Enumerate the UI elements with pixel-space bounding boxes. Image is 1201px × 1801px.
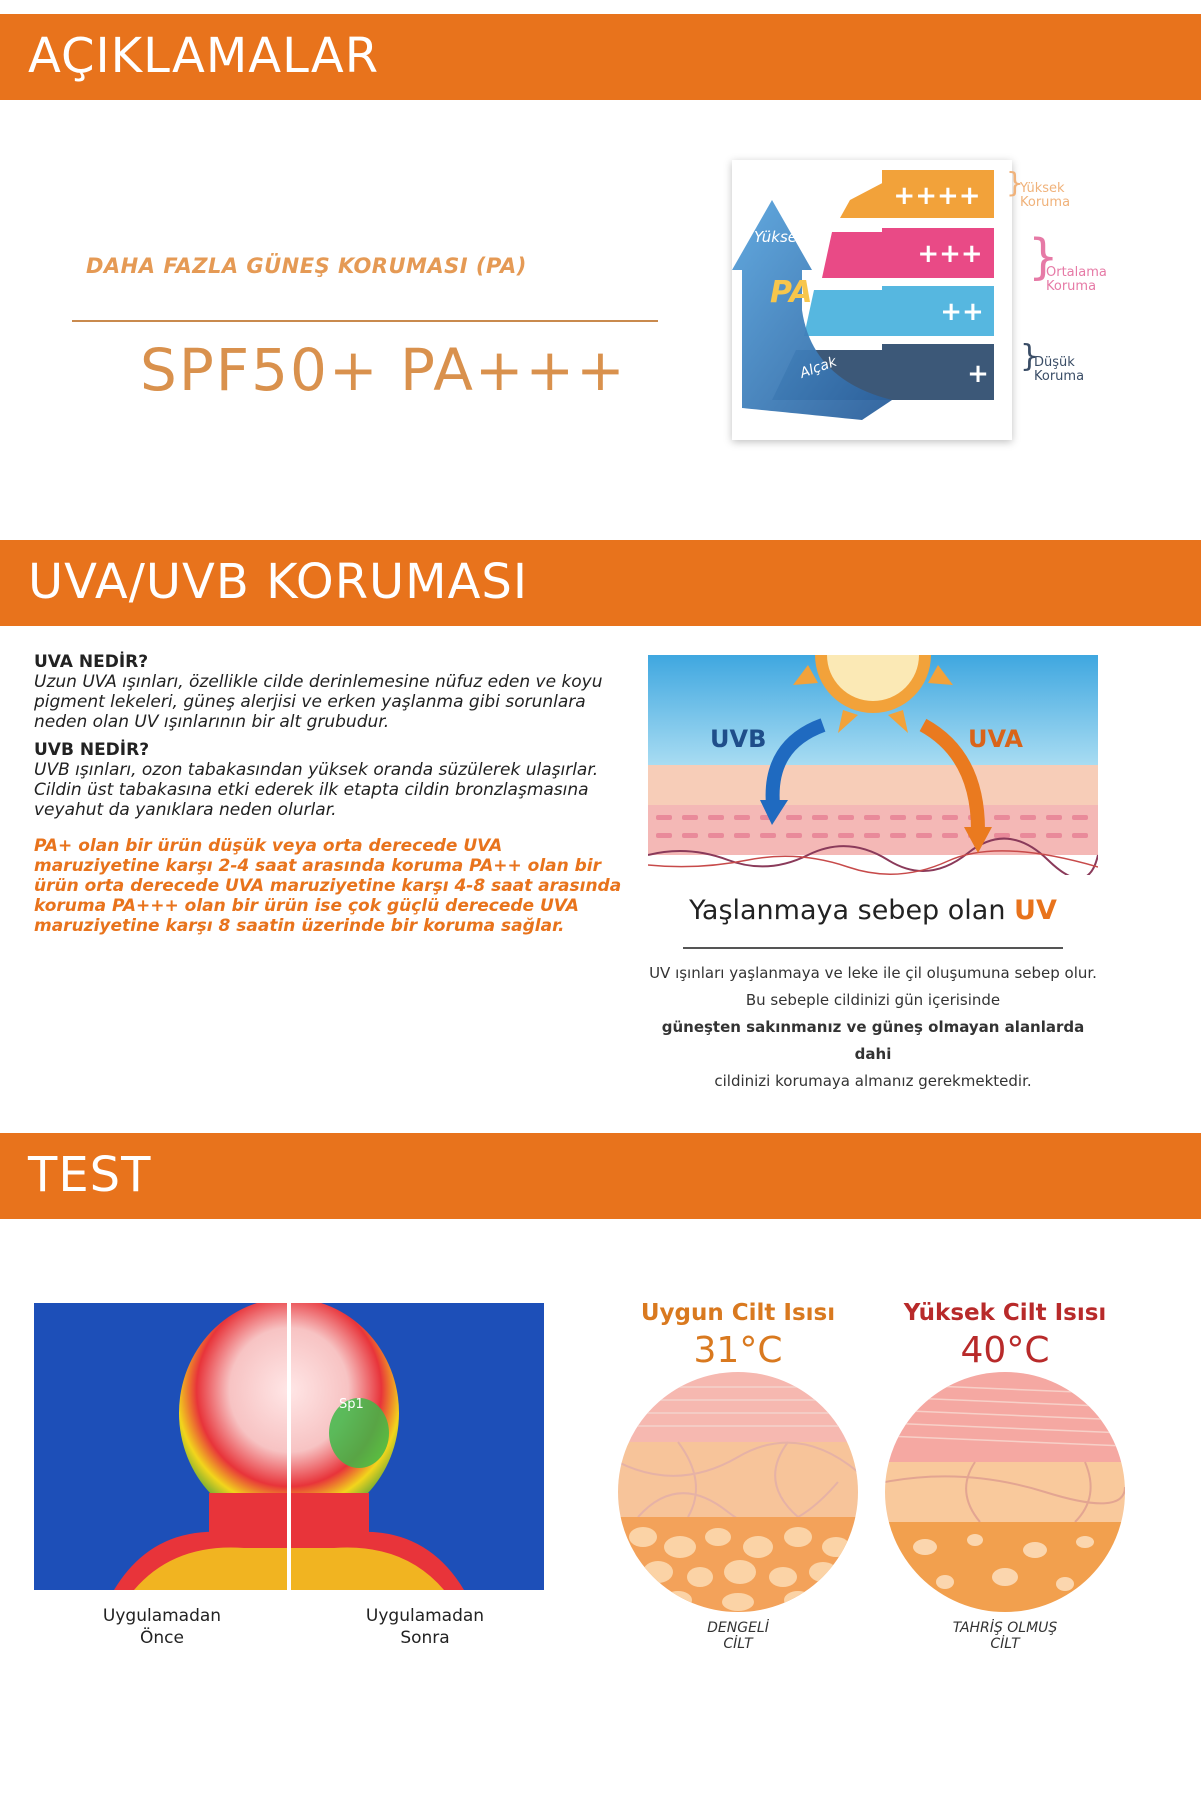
uva-label: UVA [968,725,1024,753]
high-temp-title: Yüksek Cilt Isısı [903,1300,1107,1326]
level-2-plus: ++ [940,297,984,327]
divider [72,320,658,322]
brace-icon: } [1020,339,1040,374]
section-header-uva-uvb [0,540,1201,626]
level-1-plus: + [967,359,989,389]
normal-temp-title: Uygun Cilt Isısı [640,1300,836,1326]
level-label-high: } Yüksek Koruma [1006,166,1071,210]
section-title: AÇIKLAMALAR [28,28,380,84]
uva-heading: UVA NEDİR? [34,652,149,672]
skin-uv-diagram [648,655,1098,875]
divider [683,947,1063,949]
section-header-aciklamalar [0,14,1201,100]
arrow-bottom-label: Alçak [797,353,839,382]
uv-illustration [648,655,1098,1090]
before-label: Uygulamadan Önce [102,1606,222,1648]
irritated-skin-illustration [885,1372,1125,1612]
uv-description [34,652,624,944]
level-4-plus: ++++ [893,181,981,211]
irritated-skin-label: TAHRİŞ OLMUŞ CİLT [952,1620,1058,1652]
section-title: UVA/UVB KORUMASI [28,554,529,610]
section-title: TEST [28,1147,152,1203]
balanced-skin-illustration [618,1372,858,1612]
spf-rating: SPF50+ PA+++ [140,336,627,404]
pa-pyramid-illustration [732,160,1012,440]
uvb-label: UVB [710,725,767,753]
uva-text: Uzun UVA ışınları, özellikle cilde derinlemesine nüfuz eden ve koyu pigment lekeleri, güneş alerjisi ve erken yaşlanma gibi sorunlara neden olan UV ışınlarının bir alt grubudur. [34,672,603,732]
normal-skin-circle [618,1372,858,1612]
sp1-marker: Sp1 [339,1397,364,1412]
pa-explanation: PA+ olan bir ürün düşük veya orta derecede UVA maruziyetine karşı 2-4 saat arasında koruma PA++ olan bir ürün orta derecede UVA maruziyetine karşı 4-8 saat arasında koruma PA+++ olan bir ürün ise çok güçlü derecede UVA maruziyetine karşı 8 saatin üzerinde bir koruma sağlar. [34,836,622,936]
uv-caption-title: Yaşlanmaya sebep olan UV [689,895,1057,926]
level-label-medium: } Ortalama Koruma [1028,229,1107,294]
arrow-pa-label: PA [770,275,813,310]
brace-icon: } [1006,166,1024,199]
pa-subtitle: DAHA FAZLA GÜNEŞ KORUMASI (PA) [86,254,527,278]
pyramid-level-2 [804,290,892,336]
level-3-plus: +++ [917,239,983,269]
normal-temp-value: 31°C [693,1330,783,1371]
uvb-text: UVB ışınları, ozon tabakasından yüksek oranda süzülerek ulaşırlar. Cildin üst tabakasına etki ederek ilk etapta cildin bronzlaşmasına veyahut da yanıklara neden olurlar. [34,760,599,820]
pyramid-level-3 [822,232,892,278]
brace-icon: } [1028,229,1059,285]
high-temp-value: 40°C [960,1330,1050,1371]
uv-caption-body: UV ışınları yaşlanmaya ve leke ile çil oluşumuna sebep olur. Bu sebeple cildinizi gün içerisinde güneşten sakınmanız ve güneş olmayan alanlarda dahi cildinizi korumaya almanız gerekmektedir. [649,964,1097,1090]
after-label: Uygulamadan Sonra [365,1606,485,1648]
pa-diagram [732,160,1012,440]
uvb-heading: UVB NEDİR? [34,740,150,760]
thermal-image [34,1303,544,1590]
section-header-test [0,1133,1201,1219]
level-label-low: } Düşük Koruma [1020,339,1085,384]
thermal-face-illustration [34,1303,544,1590]
irritated-skin-circle [885,1372,1125,1612]
arrow-top-label: Yüksek [754,228,806,246]
balanced-skin-label: DENGELİ CİLT [707,1620,769,1652]
